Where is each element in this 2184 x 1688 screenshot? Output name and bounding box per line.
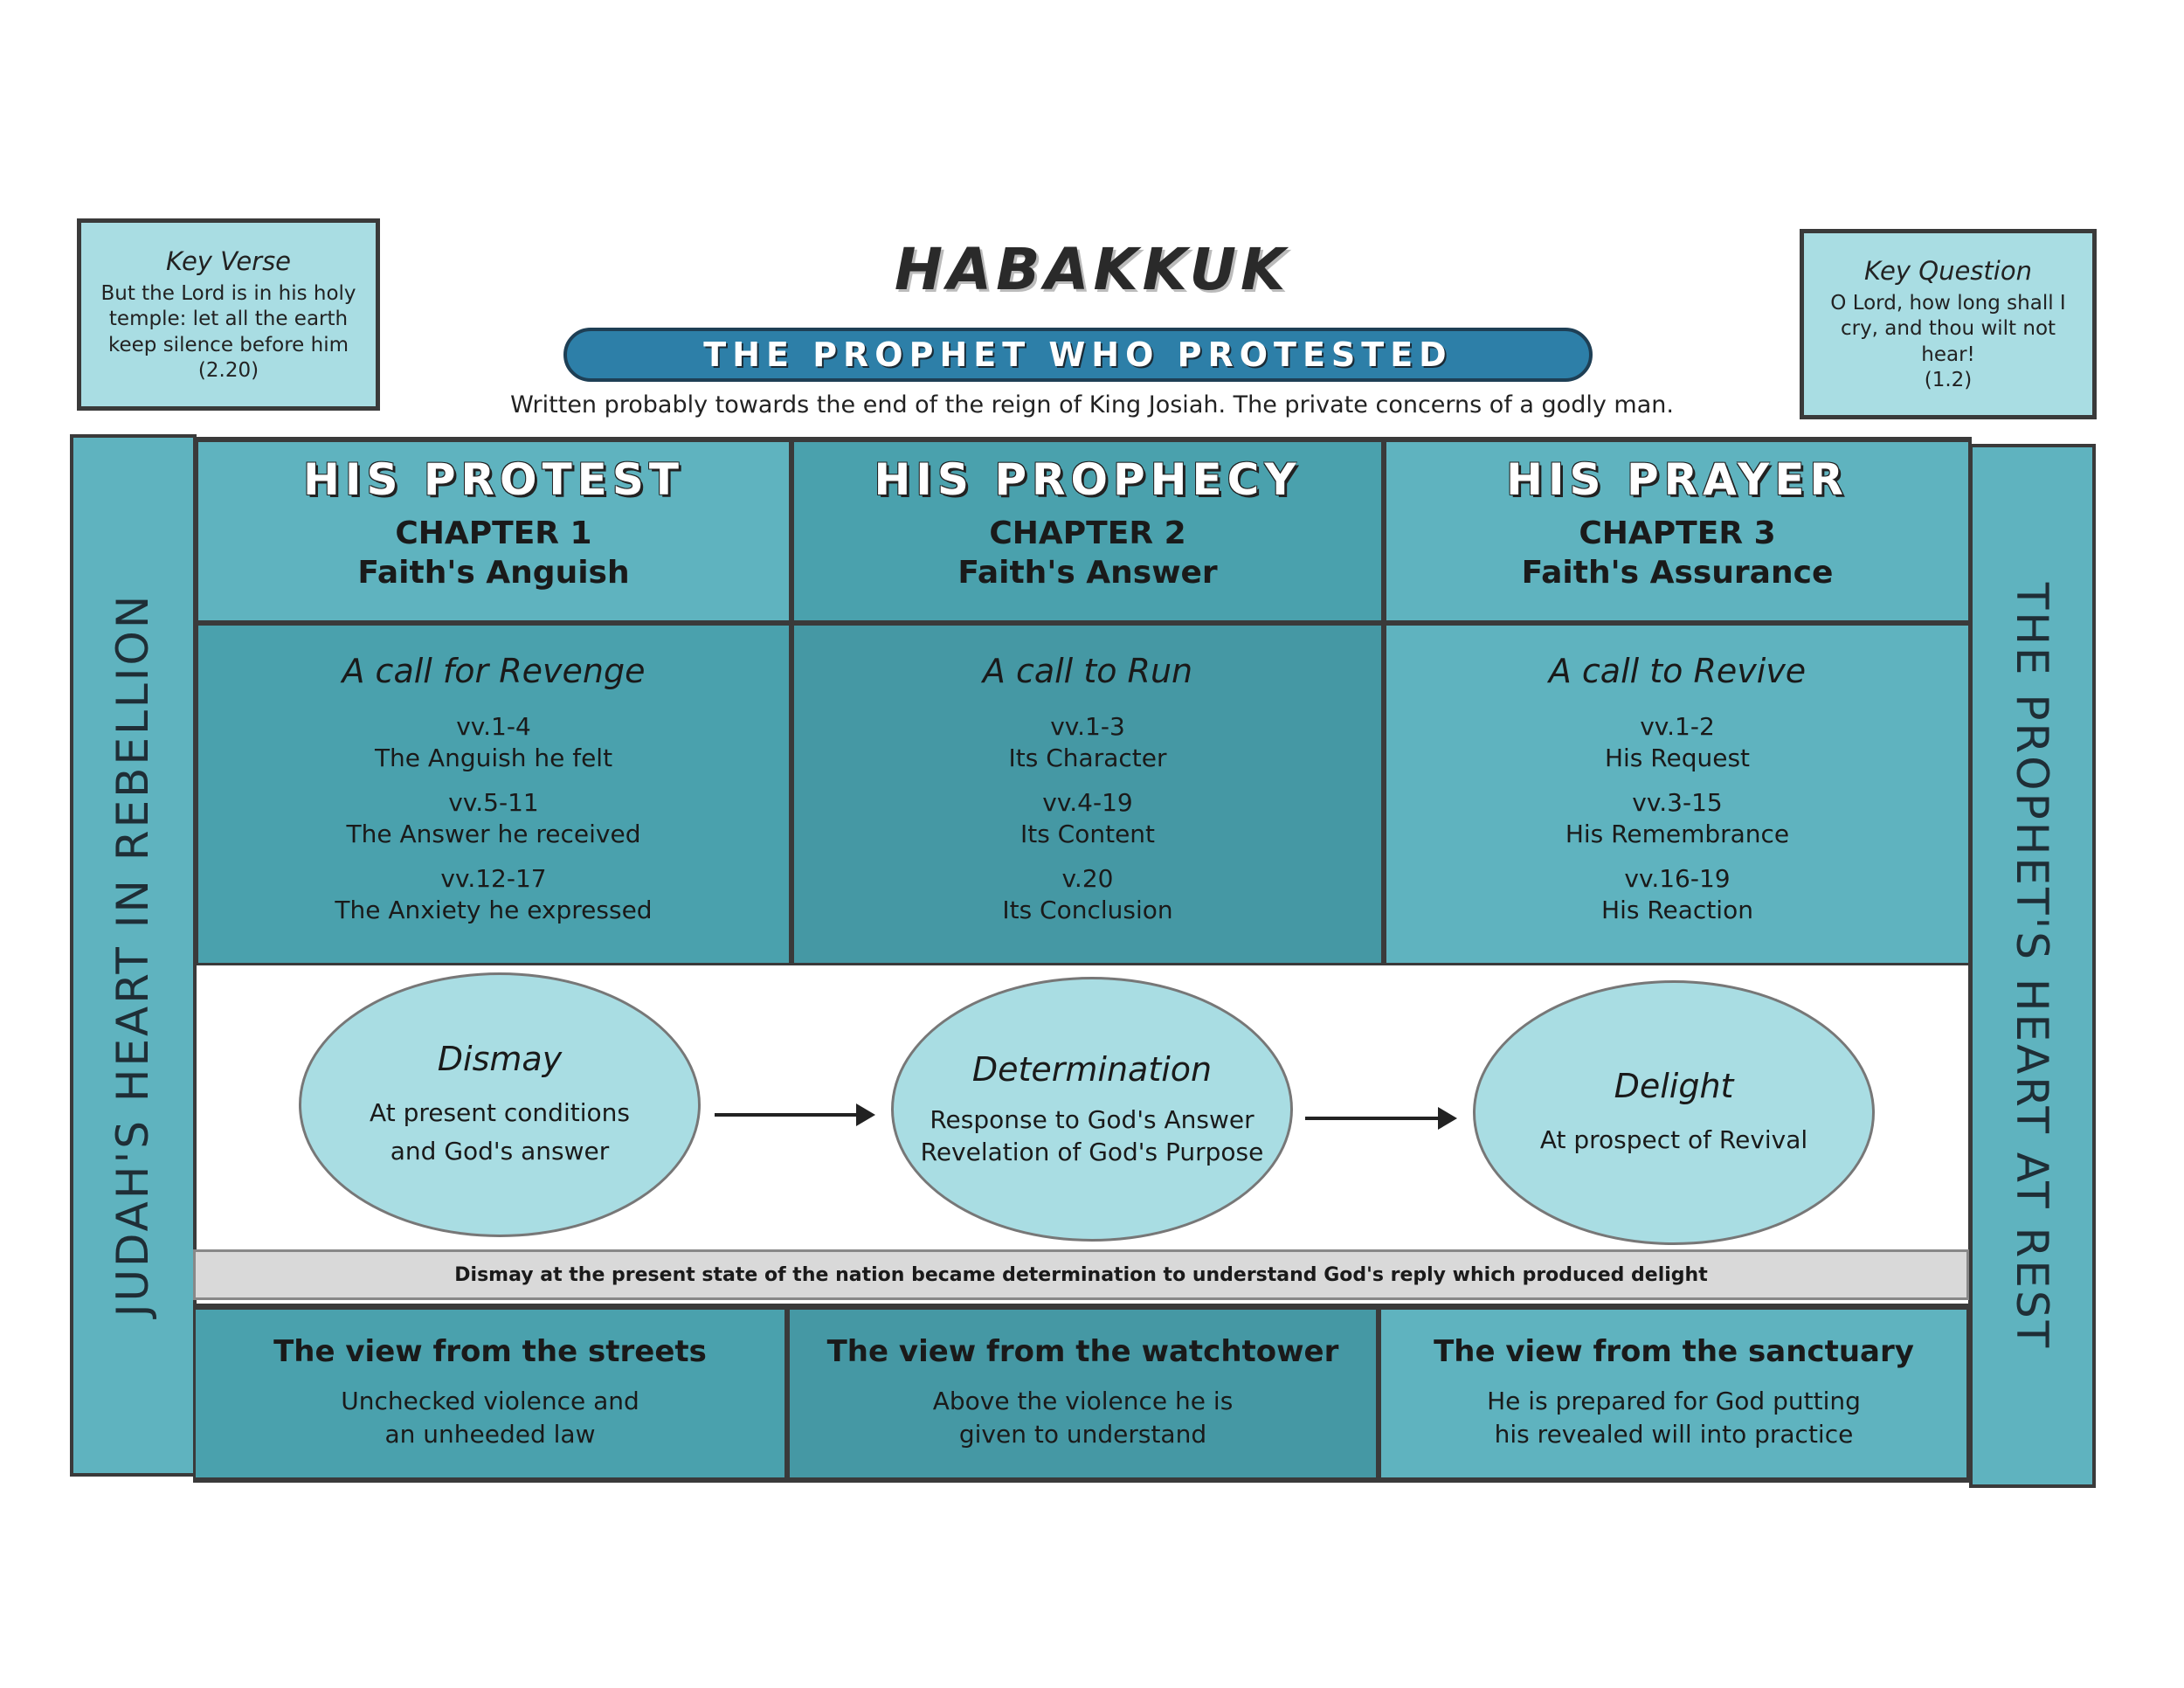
- verse-desc: His Request: [1604, 744, 1751, 773]
- chapter-theme: Faith's Anguish: [357, 555, 630, 591]
- column-header-prophecy: [791, 439, 1384, 623]
- chapter-label: CHAPTER 1: [395, 515, 592, 551]
- verse-ref: vv.1-2: [1640, 712, 1715, 741]
- verse-desc: The Anguish he felt: [374, 744, 613, 773]
- stage-title: Determination: [971, 1050, 1213, 1090]
- column-body-prayer: [1384, 623, 1971, 965]
- stage-desc: At prospect of Revival: [1539, 1124, 1808, 1154]
- view-desc: given to understand: [958, 1419, 1207, 1449]
- verse-desc: Its Conclusion: [1002, 895, 1173, 924]
- stage-desc: and God's answer: [390, 1136, 610, 1166]
- view-desc: He is prepared for God putting: [1487, 1387, 1861, 1415]
- verse-group: [375, 711, 612, 775]
- column-body-protest: [196, 623, 791, 965]
- verse-ref: vv.16-19: [1624, 863, 1731, 893]
- key-verse-box: [77, 218, 380, 411]
- column-heading: HIS PROTEST: [303, 454, 684, 505]
- view-desc: his revealed will into practice: [1494, 1419, 1854, 1449]
- subtitle-banner: [563, 328, 1593, 382]
- view-desc: Above the violence he is: [932, 1387, 1234, 1415]
- verse-ref: vv.5-11: [448, 787, 539, 817]
- verse-ref: vv.1-4: [456, 712, 531, 741]
- verse-group: [1002, 863, 1172, 927]
- verse-desc: His Remembrance: [1565, 820, 1790, 849]
- key-question-text: O Lord, how long shall I cry, and thou wilt not hear!: [1830, 291, 2066, 366]
- verse-group: [1601, 863, 1753, 927]
- chapter-label: CHAPTER 2: [989, 515, 1186, 551]
- verse-group: [1565, 787, 1789, 851]
- stage-desc: At present conditions: [370, 1098, 630, 1128]
- verse-desc: Its Character: [1008, 744, 1167, 773]
- column-header-protest: [196, 439, 791, 623]
- stage-ellipse-determination: [891, 977, 1293, 1242]
- verse-group: [1605, 711, 1750, 775]
- view-title: The view from the streets: [273, 1334, 707, 1369]
- chapter-label: CHAPTER 3: [1579, 515, 1776, 551]
- verse-desc: The Anxiety he expressed: [335, 895, 653, 924]
- key-question-title: Key Question: [1864, 255, 2032, 286]
- summary-bar: Dismay at the present state of the nation became determination to understand God's reply which produced delight: [193, 1249, 1969, 1300]
- flow-arrow: [715, 1113, 872, 1117]
- written-note: Written probably towards the end of the reign of King Josiah. The private concerns of a godly man.: [510, 391, 1674, 419]
- verse-ref: vv.4-19: [1042, 787, 1133, 817]
- flow-arrow: [1305, 1117, 1454, 1120]
- stage-ellipse-delight: [1473, 980, 1875, 1245]
- stage-title: Delight: [1614, 1066, 1734, 1105]
- verse-group: [335, 863, 652, 927]
- stage-desc: Response to God's Answer: [930, 1105, 1254, 1135]
- stage-ellipse-dismay: [299, 972, 701, 1237]
- column-heading: HIS PROPHECY: [874, 454, 1302, 505]
- key-question-ref: (1.2): [1924, 368, 1973, 391]
- verse-ref: v.20: [1061, 863, 1114, 893]
- verse-desc: The Answer he received: [346, 820, 641, 849]
- column-header-prayer: [1384, 439, 1971, 623]
- view-title: The view from the sanctuary: [1434, 1334, 1914, 1369]
- call-text: A call to Run: [982, 652, 1193, 690]
- page-title: HABAKKUK: [894, 236, 1290, 303]
- verse-ref: vv.3-15: [1632, 787, 1723, 817]
- view-desc: an unheeded law: [384, 1419, 596, 1449]
- verse-group: [347, 787, 641, 851]
- view-box-sanctuary: [1379, 1307, 1969, 1480]
- subtitle-text: THE PROPHET WHO PROTESTED: [703, 336, 1453, 374]
- view-desc: Unchecked violence and: [341, 1387, 639, 1415]
- key-verse-title: Key Verse: [165, 246, 292, 276]
- view-title: The view from the watchtower: [826, 1334, 1339, 1369]
- verse-group: [1020, 787, 1155, 851]
- stage-title: Dismay: [437, 1040, 563, 1079]
- key-verse-text: But the Lord is in his holy temple: let all the earth keep silence before him: [100, 281, 356, 356]
- key-question-box: [1800, 229, 2097, 419]
- chapter-theme: Faith's Answer: [957, 555, 1218, 591]
- verse-desc: Its Content: [1019, 820, 1156, 849]
- stage-desc: Revelation of God's Purpose: [920, 1137, 1264, 1166]
- call-text: A call for Revenge: [342, 652, 646, 690]
- chapter-theme: Faith's Assurance: [1521, 555, 1834, 591]
- verse-group: [1009, 711, 1167, 775]
- verse-ref: vv.12-17: [440, 863, 547, 893]
- left-side-label: JUDAH'S HEART IN REBELLION: [107, 592, 158, 1318]
- column-body-prophecy: [791, 623, 1384, 965]
- view-box-watchtower: [787, 1307, 1379, 1480]
- verse-ref: vv.1-3: [1050, 712, 1125, 741]
- key-verse-ref: (2.20): [197, 358, 259, 382]
- column-heading: HIS PRAYER: [1506, 454, 1849, 505]
- verse-desc: His Reaction: [1601, 895, 1753, 924]
- call-text: A call to Revive: [1548, 652, 1807, 690]
- view-box-streets: [193, 1307, 787, 1480]
- right-side-label: THE PROPHET'S HEART AT REST: [2007, 582, 2057, 1351]
